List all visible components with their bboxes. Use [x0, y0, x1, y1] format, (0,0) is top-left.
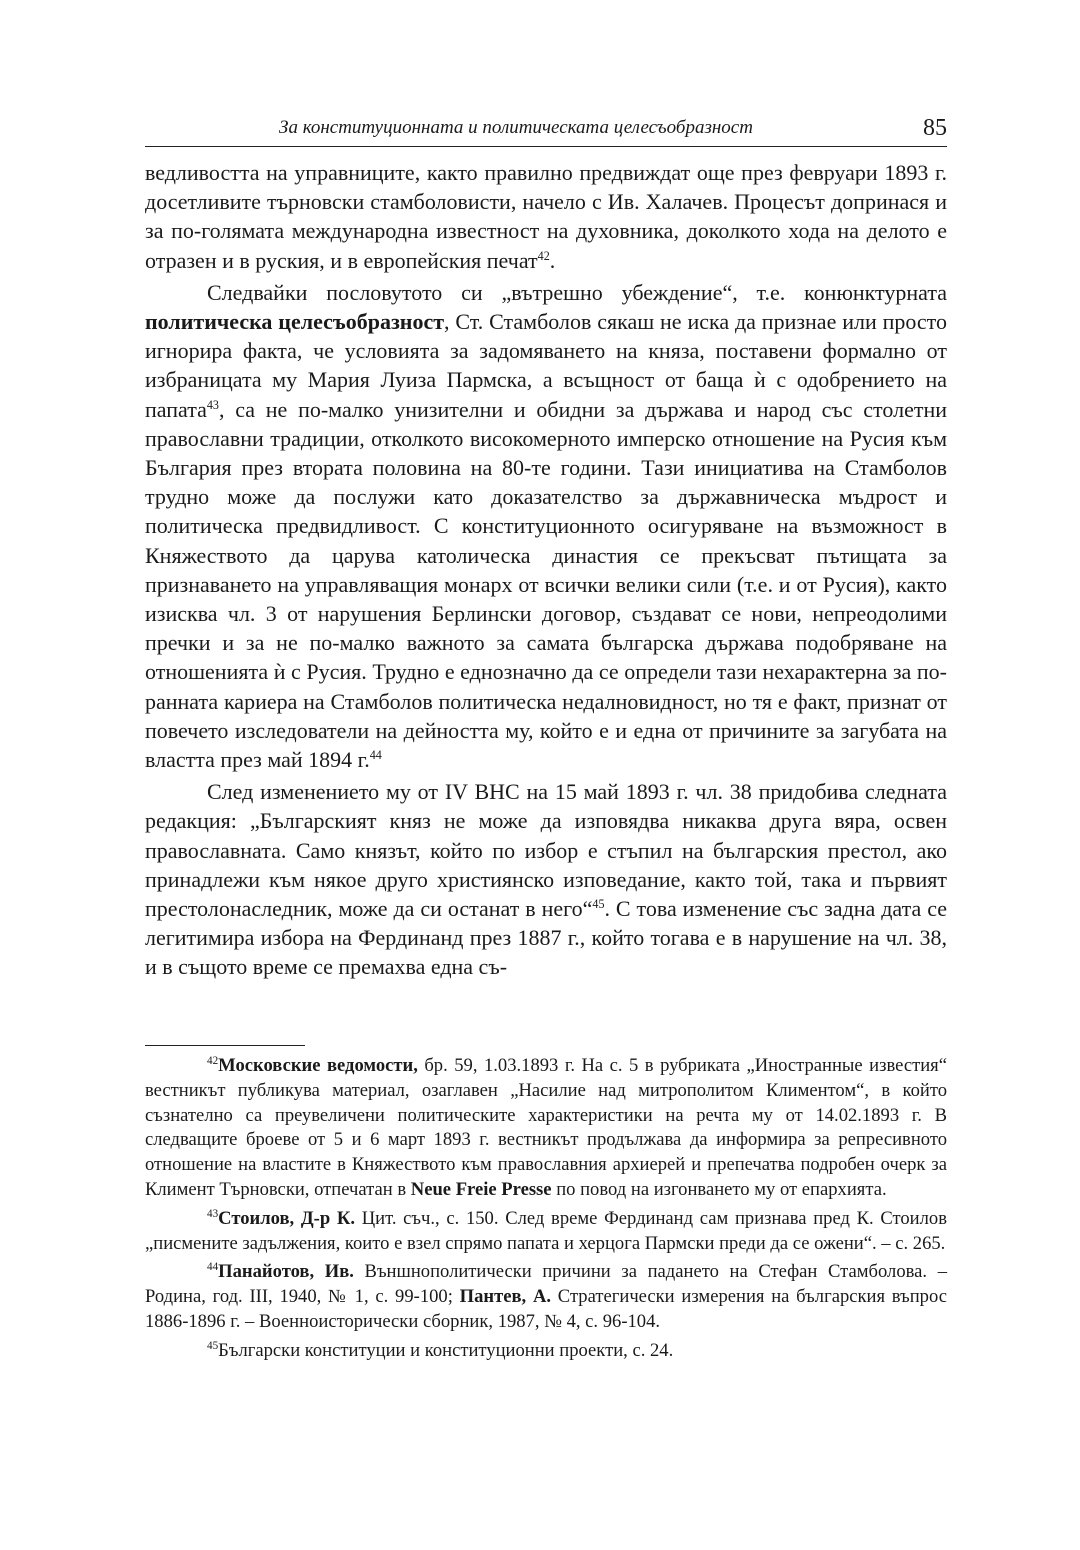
footnote-43-source: Стоилов, Д-р К.: [218, 1207, 356, 1229]
paragraph-2-text-a: Следвайки пословутото си „вътрешно убеждение“, т.е. конюнктурната: [207, 279, 947, 305]
paragraph-3-text-b: . С това изменение със задна дата се легитимира избора на Фердинанд през 1887 г., който тогава е в нарушение на чл. 38, и в същото време се премахва една съ-: [145, 896, 947, 980]
paragraph-3: [145, 777, 947, 981]
paragraph-1: [145, 158, 947, 275]
footnote-separator: [145, 1045, 305, 1046]
footnote-ref-43[interactable]: 43: [206, 397, 219, 412]
footnote-44-source-2: Пантев, А.: [459, 1286, 552, 1308]
footnote-44: [145, 1260, 947, 1334]
paragraph-2: [145, 278, 947, 774]
footnote-number: 45: [207, 1339, 219, 1352]
running-header: [145, 112, 947, 147]
footnote-number: 44: [207, 1261, 219, 1274]
paragraph-3-text-a: След изменението му от IV ВНС на 15 май 1893 г. чл. 38 придобива следната редакция: „Българският княз не може да изповядва никаква друга вяра, освен православната. Само князът, който по избор е стъпил на българския престол, ако принадлежи към някое друго християнско изповедание, както той, така и първият престолонаследник, може да си останат в него“: [145, 779, 947, 922]
footnote-number: 43: [207, 1207, 219, 1220]
footnotes: [145, 1054, 947, 1368]
paragraph-2-text-c: , са не по-малко унизителни и обидни за държава и народ със столетни православни традиции, отколкото високомерното имперско отношение на Русия към България през втората половина на 80-те години. Тази инициатива на Стамболов трудно може да послужи като доказателство за държавническа мъдрост и политическа предвидливост. С конституционното осигуряване на възможност в Княжеството да царува католическа династия се прекъсват пътищата за признаването на управляващия монарх от всички велики сили (т.е. и от Русия), както изисква чл. 3 от нарушения Берлински договор, създават се нови, непреодолими пречки и за не по-малко важното за самата българска държава подобряване на отношенията ѝ с Русия. Трудно е еднозначно да се определи тази нехарактерна за по-ранната кариера на Стамболов политическа недалновидност, но тя е факт, признат от повечето изследователи на дейността му, който е и една от причините за загубата на властта през май 1894 г.: [145, 396, 947, 773]
footnote-ref-42[interactable]: 42: [537, 248, 550, 263]
footnote-42-text-2: по повод на изгонването му от епархията.: [551, 1178, 887, 1200]
footnote-45-text: Български конституции и конституционни проекти, с. 24.: [218, 1339, 674, 1361]
footnote-43-text: Цит. съч., с. 150. След време Фердинанд сам признава пред К. Стоилов „писмените задължения, които е взел спрямо папата и херцога Пармски преди да се ожени“. – с. 265.: [145, 1207, 947, 1254]
page-number: 85: [923, 115, 947, 141]
paragraph-2-bold: политическа целесъобразност: [145, 309, 445, 335]
footnote-45: [145, 1339, 947, 1364]
footnote-42-text: бр. 59, 1.03.1893 г. На с. 5 в рубриката „Иностранные известия“ вестникът публикува материал, озаглавен „Насилие над митрополитом Климентом“, в който съзнателно са преувеличени политическите характеристики на речта му от 14.02.1893 г. В следващите броеве от 5 и 6 март 1893 г. вестникът продължава да информира за репресивното отношение на властите в Княжеството към православния архиерей и препечатва подробен очерк за Климент Търновски, отпечатан в: [145, 1055, 947, 1200]
paragraph-1-end: .: [549, 247, 556, 273]
footnote-42-source-2: Neue Freie Presse: [410, 1178, 552, 1200]
footnote-42: [145, 1054, 947, 1203]
paragraph-2-text-b: , Ст. Стамболов сякаш не иска да признае или просто игнорира факта, че условията за задомяването на княза, поставени формално от избраницата му Мария Луиза Пармска, а всъщност от баща ѝ с одобрението на папата: [145, 309, 948, 422]
running-title: За конституционната и политическата целесъобразност: [279, 117, 753, 138]
footnote-42-source: Московские ведомости,: [218, 1055, 418, 1076]
footnote-43: [145, 1207, 947, 1257]
paragraph-1-text: ведливостта на управниците, както правилно предвиждат още през февруари 1893 г. досетливите търновски стамболовисти, начело с Ив. Халачев. Процесът допринася и за по-голямата международна известност на духовника, доколкото хода на делото е отразен и в руския, и в европейския печат: [145, 160, 947, 273]
footnote-number: 42: [207, 1054, 219, 1067]
footnote-ref-44[interactable]: 44: [369, 748, 382, 763]
footnote-44-text: Външнополитически причини за падането на Стефан Стамболова. – Родина, год. III, 1940, № 1, с. 99-100;: [145, 1261, 948, 1308]
footnote-44-text-2: Стратегически измерения на българския въпрос 1886-1896 г. – Военноисторически сборник, 1987, № 4, с. 96-104.: [145, 1286, 947, 1332]
footnote-44-source: Панайотов, Ив.: [218, 1261, 354, 1283]
main-text: [145, 158, 947, 985]
footnote-ref-45[interactable]: 45: [592, 897, 605, 912]
